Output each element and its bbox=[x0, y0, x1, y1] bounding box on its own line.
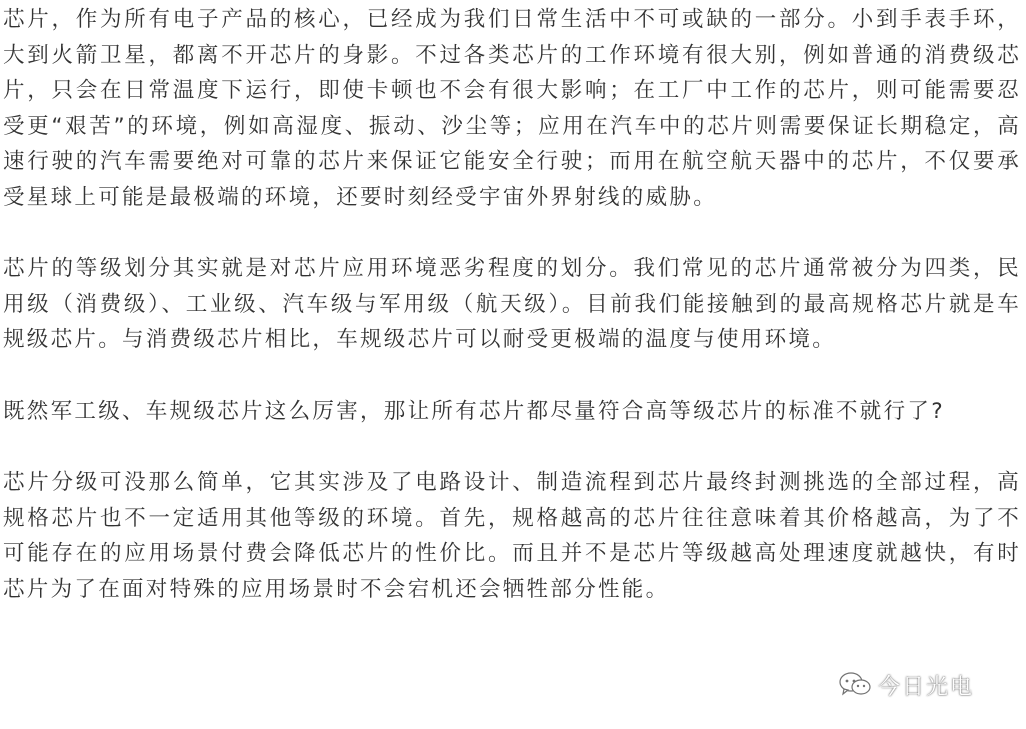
paragraph-question: 既然军工级、车规级芯片这么厉害，那让所有芯片都尽量符合高等级芯片的标准不就行了? bbox=[3, 398, 945, 424]
paragraph-chip-environments: 芯片，作为所有电子产品的核心，已经成为我们日常生活中不可或缺的一部分。小到手表手环，大到火箭卫星，都离不开芯片的身影。不过各类芯片的工作环境有很大别，例如普通的消费级芯片，只会在日常温度下运行，即使卡顿也不会有很大影响；在工厂中工作的芯片，则可能需要忍受更“艰苦”的环境，例如高湿度、振动、沙尘等；应用在汽车中的芯片则需要保证长期稳定，高速行驶的汽车需要绝对可靠的芯片来保证它能安全行驶；而用在航空航天器中的芯片，不仅要承受星球上可能是最极端的环境，还要时刻经受宇宙外界射线的威胁。 bbox=[3, 7, 1021, 210]
paragraph-chip-grades: 芯片的等级划分其实就是对芯片应用环境恶劣程度的划分。我们常见的芯片通常被分为四类，民用级（消费级）、工业级、汽车级与军用级（航天级）。目前我们能接触到的最高规格芯片就是车规级芯片。与消费级芯片相比，车规级芯片可以耐受更极端的温度与使用环境。 bbox=[3, 256, 1021, 352]
watermark-text: 今日光电 bbox=[878, 675, 975, 700]
article-body bbox=[3, 2, 1021, 643]
watermark bbox=[838, 670, 974, 701]
wechat-icon bbox=[838, 671, 872, 701]
paragraph-grading-complexity: 芯片分级可没那么简单，它其实涉及了电路设计、制造流程到芯片最终封测挑选的全部过程，高规格芯片也不一定适用其他等级的环境。首先，规格越高的芯片往往意味着其价格越高，为了不可能存在的应用场景付费会降低芯片的性价比。而且并不是芯片等级越高处理速度就越快，有时芯片为了在面对特殊的应用场景时不会宕机还会牺牲部分性能。 bbox=[3, 470, 1021, 602]
